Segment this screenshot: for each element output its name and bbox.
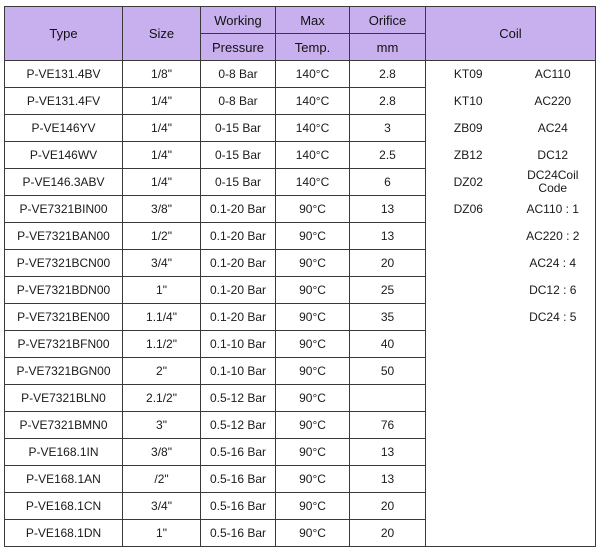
cell-temp: 140°C [276, 169, 350, 196]
cell-coil-model [426, 412, 511, 439]
cell-temp: 90°C [276, 304, 350, 331]
table-row [5, 277, 596, 304]
table-row [5, 169, 596, 196]
cell-temp: 90°C [276, 277, 350, 304]
cell-size: 3/8" [123, 439, 201, 466]
header-size: Size [123, 7, 201, 61]
cell-size: 1" [123, 520, 201, 547]
cell-type: P-VE7321BMN0 [5, 412, 123, 439]
cell-temp: 90°C [276, 412, 350, 439]
cell-pressure: 0.5-16 Bar [201, 466, 276, 493]
cell-coil-voltage [511, 331, 596, 358]
cell-pressure: 0-15 Bar [201, 142, 276, 169]
table-row [5, 520, 596, 547]
cell-temp: 90°C [276, 358, 350, 385]
table-row [5, 250, 596, 277]
table-row [5, 331, 596, 358]
cell-coil-model [426, 385, 511, 412]
cell-temp: 140°C [276, 88, 350, 115]
cell-pressure: 0.1-20 Bar [201, 304, 276, 331]
header-mm: mm [350, 34, 426, 61]
cell-coil-voltage: AC220 : 2 [511, 223, 596, 250]
cell-coil-voltage [511, 493, 596, 520]
cell-pressure: 0-15 Bar [201, 115, 276, 142]
cell-pressure: 0-15 Bar [201, 169, 276, 196]
cell-orifice: 2.8 [350, 61, 426, 88]
cell-coil-voltage: DC12 : 6 [511, 277, 596, 304]
cell-coil-voltage [511, 412, 596, 439]
cell-coil-model: ZB12 [426, 142, 511, 169]
cell-size: 1.1/4" [123, 304, 201, 331]
table-row [5, 196, 596, 223]
cell-coil-model [426, 250, 511, 277]
cell-pressure: 0.1-20 Bar [201, 223, 276, 250]
cell-temp: 90°C [276, 331, 350, 358]
cell-pressure: 0.1-20 Bar [201, 277, 276, 304]
table-header [5, 7, 596, 61]
cell-type: P-VE168.1CN [5, 493, 123, 520]
cell-temp: 140°C [276, 115, 350, 142]
table-row [5, 385, 596, 412]
cell-temp: 90°C [276, 385, 350, 412]
valve-spec-table [4, 6, 596, 547]
cell-size: 3/8" [123, 196, 201, 223]
cell-type: P-VE131.4FV [5, 88, 123, 115]
header-type: Type [5, 7, 123, 61]
table-row [5, 115, 596, 142]
cell-temp: 140°C [276, 142, 350, 169]
cell-coil-model [426, 439, 511, 466]
header-coil: Coil [426, 7, 596, 61]
cell-coil-model: ZB09 [426, 115, 511, 142]
cell-orifice: 20 [350, 250, 426, 277]
cell-pressure: 0-8 Bar [201, 88, 276, 115]
cell-coil-voltage: AC24 [511, 115, 596, 142]
cell-orifice: 50 [350, 358, 426, 385]
table-row [5, 223, 596, 250]
cell-coil-voltage [511, 358, 596, 385]
cell-type: P-VE168.1DN [5, 520, 123, 547]
cell-orifice: 13 [350, 466, 426, 493]
table-row [5, 61, 596, 88]
cell-type: P-VE168.1IN [5, 439, 123, 466]
cell-size: 1/8" [123, 61, 201, 88]
cell-coil-model: KT10 [426, 88, 511, 115]
cell-coil-voltage [511, 466, 596, 493]
cell-type: P-VE131.4BV [5, 61, 123, 88]
cell-size: /2" [123, 466, 201, 493]
header-max: Max [276, 7, 350, 34]
cell-orifice: 20 [350, 493, 426, 520]
table-row [5, 412, 596, 439]
cell-orifice: 35 [350, 304, 426, 331]
cell-type: P-VE7321BGN00 [5, 358, 123, 385]
cell-orifice: 76 [350, 412, 426, 439]
cell-size: 1/2" [123, 223, 201, 250]
cell-orifice: 40 [350, 331, 426, 358]
cell-coil-model: DZ02 [426, 169, 511, 196]
cell-orifice [350, 385, 426, 412]
cell-temp: 90°C [276, 196, 350, 223]
cell-temp: 90°C [276, 520, 350, 547]
table-row [5, 493, 596, 520]
cell-coil-voltage: AC110 : 1 [511, 196, 596, 223]
cell-type: P-VE146WV [5, 142, 123, 169]
table-row [5, 142, 596, 169]
cell-orifice: 2.5 [350, 142, 426, 169]
cell-coil-voltage: AC220 [511, 88, 596, 115]
cell-temp: 90°C [276, 439, 350, 466]
cell-pressure: 0-8 Bar [201, 61, 276, 88]
cell-coil-voltage [511, 385, 596, 412]
cell-coil-model [426, 358, 511, 385]
cell-pressure: 0.1-20 Bar [201, 250, 276, 277]
cell-orifice: 20 [350, 520, 426, 547]
table-row [5, 466, 596, 493]
spec-table-container [4, 6, 596, 547]
cell-size: 3" [123, 412, 201, 439]
table-row [5, 358, 596, 385]
cell-coil-voltage: AC24 : 4 [511, 250, 596, 277]
cell-temp: 90°C [276, 493, 350, 520]
cell-pressure: 0.5-16 Bar [201, 439, 276, 466]
cell-type: P-VE7321BLN0 [5, 385, 123, 412]
cell-type: P-VE7321BEN00 [5, 304, 123, 331]
cell-size: 3/4" [123, 493, 201, 520]
cell-type: P-VE7321BDN00 [5, 277, 123, 304]
cell-size: 1/4" [123, 142, 201, 169]
table-row [5, 88, 596, 115]
cell-type: P-VE146YV [5, 115, 123, 142]
cell-coil-voltage [511, 439, 596, 466]
cell-type: P-VE146.3ABV [5, 169, 123, 196]
cell-type: P-VE7321BIN00 [5, 196, 123, 223]
cell-orifice: 25 [350, 277, 426, 304]
cell-coil-model: DZ06 [426, 196, 511, 223]
cell-size: 1" [123, 277, 201, 304]
cell-coil-voltage: DC24 : 5 [511, 304, 596, 331]
cell-coil-voltage: DC24Coil Code [511, 169, 596, 196]
cell-coil-model [426, 223, 511, 250]
cell-size: 1/4" [123, 115, 201, 142]
cell-pressure: 0.5-12 Bar [201, 412, 276, 439]
cell-pressure: 0.5-16 Bar [201, 493, 276, 520]
cell-coil-model [426, 277, 511, 304]
cell-coil-model [426, 331, 511, 358]
cell-pressure: 0.1-20 Bar [201, 196, 276, 223]
cell-temp: 90°C [276, 250, 350, 277]
cell-type: P-VE7321BAN00 [5, 223, 123, 250]
cell-pressure: 0.1-10 Bar [201, 331, 276, 358]
cell-size: 1/4" [123, 88, 201, 115]
header-orifice: Orifice [350, 7, 426, 34]
cell-coil-model [426, 520, 511, 547]
cell-orifice: 3 [350, 115, 426, 142]
cell-orifice: 13 [350, 439, 426, 466]
cell-temp: 90°C [276, 466, 350, 493]
cell-coil-model [426, 466, 511, 493]
cell-type: P-VE7321BCN00 [5, 250, 123, 277]
cell-orifice: 13 [350, 223, 426, 250]
cell-type: P-VE168.1AN [5, 466, 123, 493]
cell-size: 1/4" [123, 169, 201, 196]
header-temp: Temp. [276, 34, 350, 61]
cell-temp: 140°C [276, 61, 350, 88]
cell-coil-voltage: DC12 [511, 142, 596, 169]
cell-coil-model [426, 493, 511, 520]
cell-size: 2" [123, 358, 201, 385]
cell-pressure: 0.1-10 Bar [201, 358, 276, 385]
cell-pressure: 0.5-12 Bar [201, 385, 276, 412]
table-row [5, 304, 596, 331]
cell-coil-voltage: AC110 [511, 61, 596, 88]
cell-coil-model: KT09 [426, 61, 511, 88]
cell-pressure: 0.5-16 Bar [201, 520, 276, 547]
table-row [5, 439, 596, 466]
cell-size: 3/4" [123, 250, 201, 277]
cell-coil-model [426, 304, 511, 331]
cell-size: 1.1/2" [123, 331, 201, 358]
header-working: Working [201, 7, 276, 34]
cell-size: 2.1/2" [123, 385, 201, 412]
header-pressure: Pressure [201, 34, 276, 61]
cell-orifice: 13 [350, 196, 426, 223]
cell-temp: 90°C [276, 223, 350, 250]
table-body [5, 61, 596, 547]
cell-orifice: 6 [350, 169, 426, 196]
cell-type: P-VE7321BFN00 [5, 331, 123, 358]
cell-orifice: 2.8 [350, 88, 426, 115]
cell-coil-voltage [511, 520, 596, 547]
